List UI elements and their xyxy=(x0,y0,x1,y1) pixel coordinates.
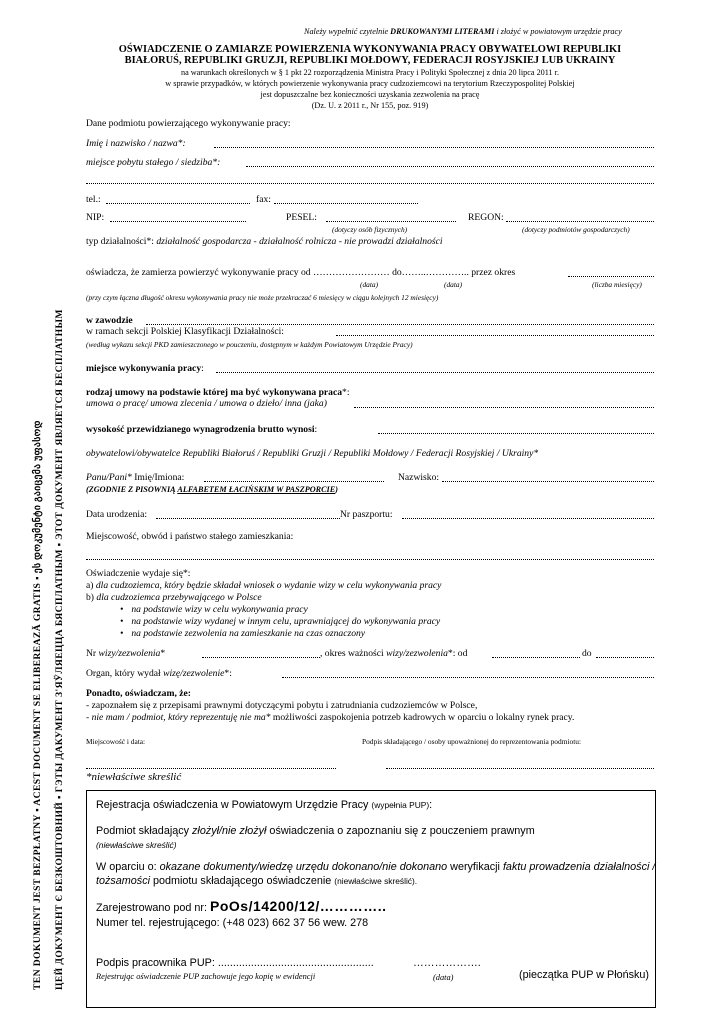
sidebar-line-2: ЦЕЙ ДОКУМЕНТ Є БЕЗКОШТОВНИЙ ▪ ГЭТЫ ДАКУМЕНТ З'ЯЎЛЯЕЦЦА БЯСПЛАТНЫМ ▪ ЭТОТ ДОКУМЕНТ ЯВЛЯЕТСЯ БЕСПЛАТНЫМ xyxy=(54,309,65,990)
validity-from-field[interactable] xyxy=(492,657,580,658)
pkd-field[interactable] xyxy=(336,335,654,336)
name-row xyxy=(86,472,184,483)
latin-note-post: ) xyxy=(335,485,338,494)
tel-label: tel.: xyxy=(86,194,101,205)
regon-label: REGON: xyxy=(468,212,504,223)
pkd-label: w ramach sekcji Polskiej Klasyfikacji Działalności: xyxy=(86,326,284,337)
visa-nr-pre: Nr xyxy=(86,648,99,659)
residence-field-2[interactable] xyxy=(86,183,654,184)
visa-number-row xyxy=(86,648,165,659)
validity-row xyxy=(320,648,467,659)
activity-type[interactable] xyxy=(86,236,443,247)
issued-option-b1[interactable]: • na podstawie wizy w celu wykonywania pracy xyxy=(120,604,308,615)
firstname-label: Imię/Imiona: xyxy=(131,472,185,483)
officer-date-field[interactable]: ………………. xyxy=(413,957,481,969)
nip-field[interactable] xyxy=(110,221,246,222)
pan-pani-label[interactable]: Panu/Pani* xyxy=(86,472,132,483)
pup-stamp-label: (pieczątka PUP w Płońsku) xyxy=(519,969,650,981)
declaration-2-text: możliwości zaspokojenia potrzeb kadrowych w oparciu o lokalny rynek pracy. xyxy=(270,712,575,723)
office-line-2-italic-1[interactable]: okazane dokumenty/wiedzę urzędu dokonano/nie dokonano xyxy=(159,861,448,873)
issued-option-b3[interactable]: • na podstawie zezwolenia na zamieszkanie na czas oznaczony xyxy=(120,628,365,639)
issued-option-b2[interactable]: • na podstawie wizy wydanej w innym celu, uprawniającej do wykonywania pracy xyxy=(120,616,440,627)
form-title-line-2: BIAŁORUŚ, REPUBLIKI GRUZJI, REPUBLIKI MOŁDOWY, FEDERACJI ROSYJSKIEJ LUB UKRAINY xyxy=(124,55,616,66)
issued-label: Oświadczenie wydaje się*: xyxy=(86,568,191,579)
legal-basis-line-1: na warunkach określonych w § 1 pkt 22 rozporządzenia Ministra Pracy i Polityki Społecznej z dnia 20 lipca 2011 r. xyxy=(180,68,560,77)
surname-field[interactable] xyxy=(442,481,654,482)
office-line-3-italic[interactable]: tożsamości xyxy=(96,875,151,887)
place-date-label: Miejscowość i data: xyxy=(86,737,146,746)
validity-italic: wizy/zezwolenia xyxy=(386,648,448,659)
visa-number-field[interactable] xyxy=(202,657,320,658)
issued-option-b[interactable] xyxy=(86,592,262,603)
address-label: Miejscowość, obwód i państwo stałego zamieszkania: xyxy=(86,531,294,542)
strike-note: *niewłaściwe skreślić xyxy=(86,771,182,783)
instruction-bold: DRUKOWANYMI LITERAMI xyxy=(390,27,495,36)
salary-field[interactable] xyxy=(378,433,654,434)
issued-a-text: dla cudzoziemca, który będzie składał wniosek o wydanie wizy w celu wykonywania pracy xyxy=(95,580,442,591)
intent-text: oświadcza, że zamierza powierzyć wykonywanie pracy od …………………… do……..………….. przez okres xyxy=(86,267,516,278)
firstname-field[interactable] xyxy=(204,481,384,482)
office-line-3-post: podmiotu składającego oświadczenie xyxy=(150,875,335,887)
activity-options[interactable]: działalność gospodarcza - działalność rolnicza - nie prowadzi działalności xyxy=(156,236,443,247)
contract-options[interactable]: umowa o pracę/ umowa zlecenia / umowa o dzieło/ inna (jaka) xyxy=(86,398,327,409)
office-line-1-pre: Podmiot składający xyxy=(96,825,193,837)
name-label: Imię i nazwisko / nazwa*: xyxy=(86,138,186,149)
employer-heading: Dane podmiotu powierzającego wykonywanie pracy: xyxy=(86,118,291,129)
officer-signature-label[interactable]: Podpis pracownika PUP: .................................................... xyxy=(96,957,374,969)
issued-a-prefix: a) xyxy=(86,580,96,591)
signature-label: Podpis składającego / osoby upoważnionej do reprezentowania podmiotu: xyxy=(362,737,581,746)
fax-label: fax: xyxy=(256,194,271,205)
office-line-1-italic[interactable]: złożył/nie złożył xyxy=(192,825,267,837)
office-line-2-pre: W oparciu o: xyxy=(96,861,160,873)
name-field[interactable] xyxy=(214,147,654,148)
contract-row: rodzaj umowy na podstawie której ma być wykonywana praca*: xyxy=(86,387,350,398)
office-line-1 xyxy=(96,825,535,837)
declaration-1: - zapoznałem się z przepisami prawnymi dotyczącymi pobytu i zatrudniania cudzoziemców w Polsce, xyxy=(86,700,478,711)
issued-b-text: dla cudzoziemca przebywającego w Polsce xyxy=(96,592,262,603)
office-heading xyxy=(96,799,432,811)
latin-note-underline: ALFABETEM ŁACIŃSKIM W PASZPORCIE xyxy=(177,485,336,494)
duration-note: (przy czym łączna długość okresu wykonywania pracy nie może przekraczać 6 miesięcy w ciągu kolejnych 12 miesięcy) xyxy=(86,293,439,302)
activity-label: typ działalności*: xyxy=(86,236,157,247)
salary-row: wysokość przewidzianego wynagrodzenia brutto wynosi: xyxy=(86,424,318,435)
pesel-field[interactable] xyxy=(326,221,456,222)
issued-b-prefix: b) xyxy=(86,592,97,603)
validity-to-field[interactable] xyxy=(596,657,654,658)
validity-post: *: od xyxy=(447,648,468,659)
date-to-note: (data) xyxy=(444,280,463,289)
office-heading-small: (wypełnia PUP) xyxy=(371,800,430,810)
passport-label: Nr paszportu: xyxy=(340,509,393,520)
office-line-3-note: (niewłaściwe skreślić). xyxy=(334,876,418,886)
office-line-1-note: (niewłaściwe skreślić) xyxy=(96,840,177,850)
copy-note: Rejestrując oświadczenie PUP zachowuje jego kopię w ewidencji xyxy=(96,972,316,981)
contract-field[interactable] xyxy=(354,407,654,408)
legal-basis-line-2: w sprawie przypadków, w których powierzenie wykonywania pracy cudzoziemcowi na terytorium Rzeczypospolitej Polskiej xyxy=(165,79,575,88)
office-line-2-italic-2[interactable]: faktu prowadzenia działalności / xyxy=(502,861,656,873)
office-heading-end: : xyxy=(429,799,433,811)
workplace-row: miejsce wykonywania pracy: xyxy=(86,363,204,374)
sidebar-free-notice xyxy=(0,0,80,1024)
contract-label: rodzaj umowy na podstawie której ma być wykonywana praca xyxy=(86,387,343,398)
legal-basis-line-3: jest dopuszczalne bez konieczności uzyskania zezwolenia na pracę xyxy=(260,90,480,99)
place-date-field[interactable] xyxy=(86,768,336,769)
registration-value[interactable]: PoOs/14200/12/………….. xyxy=(210,898,387,914)
sidebar-line-1: TEN DOKUMENT JEST BEZPŁATNY ▪ ACEST DOCUMENT SE ELIBEREAZĂ GRATIS ▪ ეს დოკუმენტი გაიცემა უფასოდ xyxy=(32,420,43,990)
organ-field[interactable] xyxy=(282,677,654,678)
fax-field[interactable] xyxy=(274,203,418,204)
latin-spelling-note xyxy=(86,484,338,495)
salary-label: wysokość przewidzianego wynagrodzenia brutto wynosi xyxy=(86,424,315,435)
dob-label: Data urodzenia: xyxy=(86,509,147,520)
office-heading-text: Rejestracja oświadczenia w Powiatowym Urzędzie Pracy xyxy=(96,799,372,811)
organ-post: *: xyxy=(224,668,232,679)
office-registration-box xyxy=(86,790,656,1008)
residence-field[interactable] xyxy=(246,166,654,167)
citizenship-options[interactable]: obywatelowi/obywatelce Republiki Białoruś / Republiki Gruzji / Republiki Mołdowy / Federacji Rosyjskiej / Ukrainy* xyxy=(86,448,539,459)
registration-label: Zarejestrowano pod nr: xyxy=(96,902,211,914)
registration-number xyxy=(96,900,387,914)
occupation-field[interactable] xyxy=(146,324,654,325)
declaration-2-italic[interactable]: - nie mam / podmiot, który reprezentuję nie ma* xyxy=(86,712,271,723)
legal-basis-line-4: (Dz. U. z 2011 r., Nr 155, poz. 919) xyxy=(311,101,429,110)
validity-to-label: do xyxy=(582,648,592,659)
visa-nr-italic: wizy/zezwolenia xyxy=(98,648,161,659)
officer-date-note: (data) xyxy=(433,973,454,982)
workplace-field[interactable] xyxy=(216,372,654,373)
pesel-note: (dotyczy osób fizycznych) xyxy=(332,225,408,234)
workplace-label: miejsce wykonywania pracy xyxy=(86,363,202,374)
regon-field[interactable] xyxy=(506,221,654,222)
nip-label: NIP: xyxy=(86,212,105,223)
office-line-2 xyxy=(96,861,655,873)
months-field[interactable] xyxy=(568,276,654,277)
regon-note: (dotyczy podmiotów gospodarczych) xyxy=(522,225,630,234)
pesel-label: PESEL: xyxy=(286,212,317,223)
address-field[interactable] xyxy=(86,559,654,560)
organ-pre: Organ, który wydał xyxy=(86,668,164,679)
fill-instruction xyxy=(304,26,622,37)
residence-label: miejsce pobytu stałego / siedziba*: xyxy=(86,157,221,168)
registrar-phone: Numer tel. rejestrującego: (+48 023) 662 37 56 wew. 278 xyxy=(96,917,369,929)
latin-note-pre: (ZGODNIE Z PISOWNIĄ xyxy=(86,485,178,494)
months-note: (liczba miesięcy) xyxy=(592,280,642,289)
instruction-text-end: i złożyć w powiatowym urzędzie pracy xyxy=(494,27,622,36)
dob-field[interactable] xyxy=(156,518,340,519)
passport-field[interactable] xyxy=(402,518,654,519)
office-line-3 xyxy=(96,875,417,887)
declaration-heading: Ponadto, oświadczam, że: xyxy=(86,688,191,699)
validity-pre: , okres ważności xyxy=(320,648,387,659)
visa-nr-post: * xyxy=(160,648,166,659)
date-from-note: (data) xyxy=(360,280,379,289)
occupation-label: w zawodzie xyxy=(86,315,133,326)
surname-label: Nazwisko: xyxy=(398,472,440,483)
signature-field[interactable] xyxy=(386,768,654,769)
organ-italic: wizę/zezwolenie xyxy=(163,668,225,679)
declaration-2 xyxy=(86,712,574,723)
office-line-1-post: oświadczenia o zapoznaniu się z pouczeniem prawnym xyxy=(266,825,535,837)
issued-option-a[interactable] xyxy=(86,580,441,591)
office-line-2-mid: weryfikacji xyxy=(447,861,503,873)
organ-row xyxy=(86,668,232,679)
form-title-line-1: OŚWIADCZENIE O ZAMIARZE POWIERZENIA WYKONYWANIA PRACY OBYWATELOWI REPUBLIKI xyxy=(118,44,622,55)
tel-field[interactable] xyxy=(106,203,250,204)
pkd-note: (według wykazu sekcji PKD zamieszczonego w pouczeniu, dostępnym w każdym Powiatowym Urzędzie Pracy) xyxy=(86,340,413,349)
instruction-text: Należy wypełnić czytelnie xyxy=(304,27,391,36)
